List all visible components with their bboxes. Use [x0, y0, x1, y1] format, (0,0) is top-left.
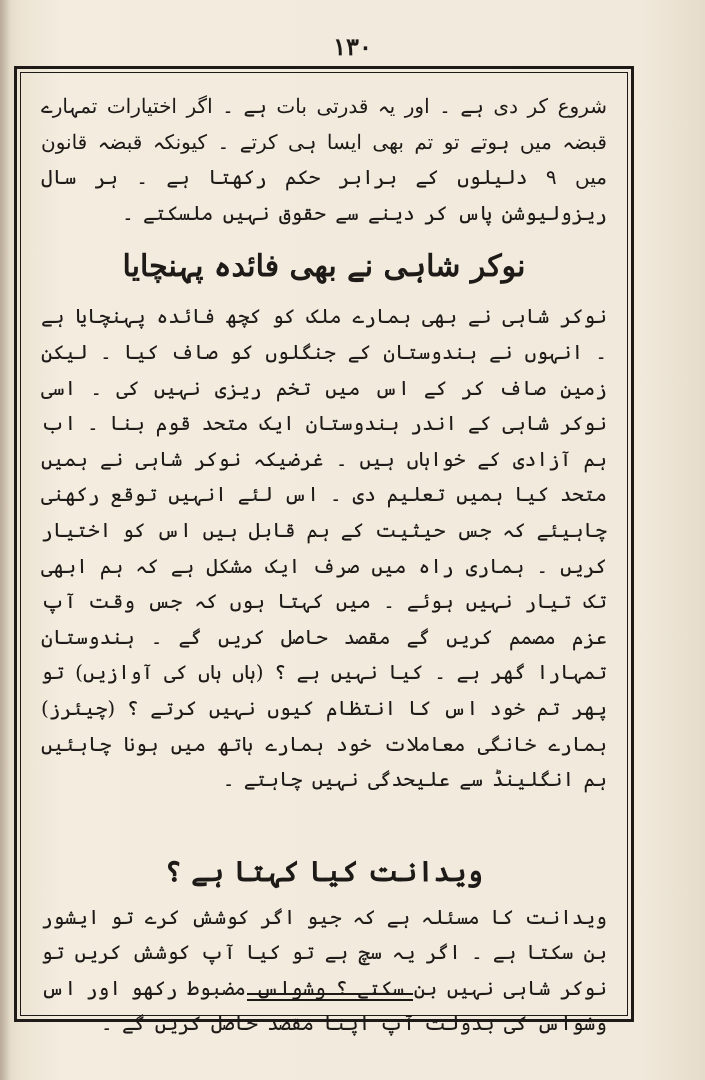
- paragraph-2: نوکر شاہی نے بھی ہمارے ملک کو کچھ فائدہ پہنچایا ہے ۔ انہوں نے ہندوستان کے جنگلوں کو صاف کیا ۔ لیکن زمین صاف کر کے اس میں تخم ریزی نہیں کی ۔ اسی نوکر شاہی کے اندر ہندوستان ایک متحد قوم بنا ۔ اب ہم آزادی کے خواہاں ہیں ۔ غرضیکہ نوکر شاہی نے ہمیں متحد کیا ہمیں تعلیم دی ۔ اس لئے انہیں توقع رکھنی چاہیئے کہ جس حیثیت کے ہم قابل ہیں اس کو اختیار کریں ۔ ہماری راہ میں صرف ایک مشکل ہے کہ ہم ابھی تک تیار نہیں ہوئے ۔ میں کہتا ہوں کہ جس وقت آپ عزم مصمم کریں گے مقصد حاصل کریں گے ۔ ہندوستان تمہارا گھر ہے ۔ کیا نہیں ہے ؟ (ہاں ہاں کی آوازیں) تو پھر تم خود اس کا انتظام کیوں نہیں کرتے ؟ (چیئرز) ہمارے خانگی معاملات خود ہمارے ہاتھ میں ہونا چاہئیں ہم انگلینڈ سے علیحدگی نہیں چاہتے ۔: [41, 304, 607, 792]
- page-number: ١٣٠: [333, 32, 372, 61]
- page-content: [41, 89, 607, 1042]
- paragraph-1: شروع کر دی ہے ۔ اور یہ قدرتی بات ہے ۔ اگر اختیارات تمہارے قبضہ میں ہوتے تو تم بھی ایسا ہی کرتے ۔ کیونکہ قبضہ قانون میں ۹ دلیلوں کے برابر حکم رکھتا ہے ۔ ہر سال ریزولیوشن پاس کر دینے سے حقوق نہیں ملسکتے ۔: [41, 94, 607, 225]
- section-gap: [41, 798, 607, 832]
- section-heading-2: ویدانت کیا کہتا ہے ؟: [165, 854, 483, 888]
- paragraph-3: ویدانت کا مسئلہ ہے کہ جیو اگر کوشش کرے تو ایشور بن سکتا ہے ۔ اگر یہ سچ ہے تو کیا آپ کوشش کریں تو نوکر شاہی نہیں بن سکتے ؟ وشواس مضبوط رکھو اور اس وشواس کی بدولت آپ اپنا مقصد حاصل کریں گے ۔: [41, 904, 607, 1036]
- text-frame: [14, 66, 634, 1036]
- spine-shadow: [0, 0, 10, 1080]
- section-heading-1: نوکر شاہی نے بھی فائدہ پہنچایا: [122, 249, 526, 285]
